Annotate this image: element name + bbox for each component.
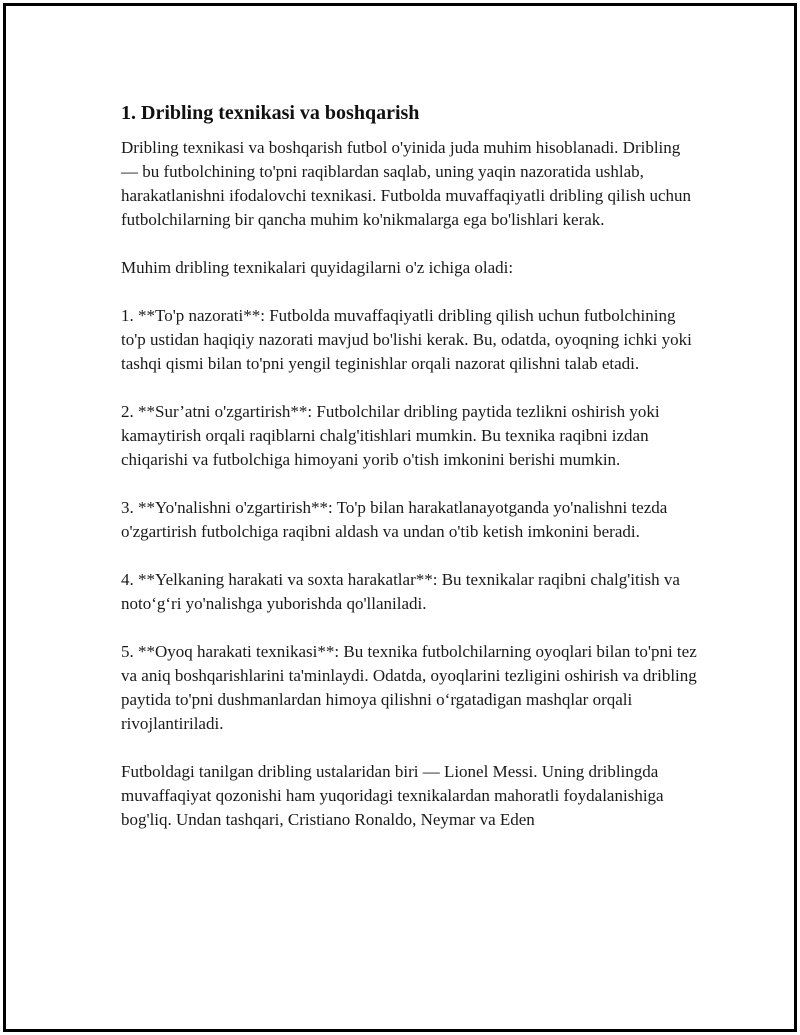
paragraph-list-intro: Muhim dribling texnikalari quyidagilarni o'z ichiga oladi:: [121, 258, 514, 277]
paragraph-item-1: 1. **To'p nazorati**: Futbolda muvaffaqiyatli dribling qilish uchun futbolchining to'p ustidan haqiqiy nazorati mavjud bo'lishi kerak. Bu, odatda, oyoqning ichki yoki tashqi qismi bilan to'pni yengil teginishlar orqali nazorat qilishni talab etadi.: [121, 306, 692, 373]
document-body: [121, 100, 701, 856]
paragraph-closing: Futboldagi tanilgan dribling ustalaridan biri — Lionel Messi. Uning driblingda muvaffaqiyat qozonishi ham yuqoridagi texnikalardan mahoratli foydalanishiga bog'liq. Undan tashqari, Cristiano Ronaldo, Neymar va Eden: [121, 762, 664, 829]
paragraph-item-3: 3. **Yo'nalishni o'zgartirish**: To'p bilan harakatlanayotganda yo'nalishni tezda o'zgartirish futbolchiga raqibni aldash va undan o'tib ketish imkonini beradi.: [121, 498, 668, 541]
paragraph-item-2: 2. **Sur’atni o'zgartirish**: Futbolchilar dribling paytida tezlikni oshirish yoki kamaytirish orqali raqiblarni chalg'itishlari mumkin. Bu texnika raqibni izdan chiqarishi va futbolchiga himoyani yorib o'tish imkonini berishi mumkin.: [121, 402, 660, 469]
section-heading: 1. Dribling texnikasi va boshqarish: [121, 102, 420, 124]
page-border: [3, 3, 797, 1032]
paragraph-item-5: 5. **Oyoq harakati texnikasi**: Bu texnika futbolchilarning oyoqlari bilan to'pni tez va aniq boshqarishlarini ta'minlaydi. Odatda, oyoqlarini tezligini oshirish va dribling paytida to'pni dushmanlardan himoya qilishni o‘rgatadigan mashqlar orqali rivojlantiriladi.: [121, 642, 697, 733]
paragraph-intro: Dribling texnikasi va boshqarish futbol o'yinida juda muhim hisoblanadi. Dribling — bu futbolchining to'pni raqiblardan saqlab, uning yaqin nazoratida ushlab, harakatlanishni ifodalovchi texnikasi. Futbolda muvaffaqiyatli dribling qilish uchun futbolchilarning bir qancha muhim ko'nikmalarga ega bo'lishlari kerak.: [121, 138, 692, 229]
paragraph-item-4: 4. **Yelkaning harakati va soxta harakatlar**: Bu texnikalar raqibni chalg'itish va noto‘g‘ri yo'nalishga yuborishda qo'llaniladi.: [121, 570, 680, 613]
